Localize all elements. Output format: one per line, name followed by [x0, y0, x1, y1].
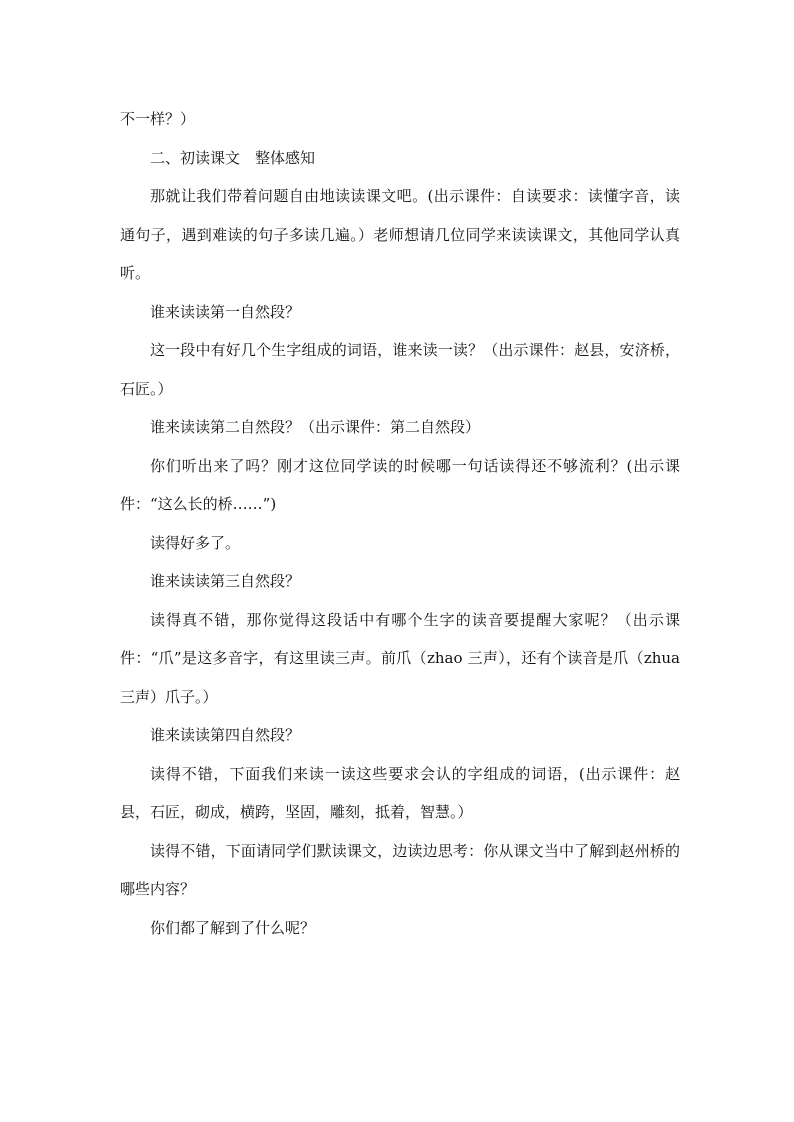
paragraph-14: 你们都了解到了什么呢？: [150, 918, 316, 937]
paragraph-11: 谁来读读第四自然段？: [150, 726, 301, 744]
paragraph-3: 那就让我们带着问题自由地读读课文吧。(出示课件：自读要求：读懂字音，读通句子，遇到难读的句子多读几遍。）老师想请几位同学来读读课文，其他同学认真听。: [120, 187, 680, 282]
section-heading: 二、初读课文 整体感知: [150, 148, 316, 167]
paragraph-10: 读得真不错，那你觉得这段话中有哪个生字的读音要提醒大家呢？（出示课件：“爪”是这多音字，有这里读三声。前爪（zhao 三声），还有个读音是爪（zhua 三声）爪子。）: [120, 610, 680, 706]
paragraph-9: 谁来读读第三自然段？: [150, 572, 301, 590]
paragraph-4: 谁来读读第一自然段？: [150, 302, 301, 321]
paragraph-5: 这一段中有好几个生字组成的词语，谁来读一读？（出示课件：赵县，安济桥，石匠。）: [120, 341, 680, 398]
paragraph-8: 读得好多了。: [150, 533, 241, 552]
paragraph-1: 不一样？）: [120, 110, 196, 128]
paragraph-6: 谁来读读第二自然段？（出示课件：第二自然段）: [150, 418, 481, 436]
paragraph-13: 读得不错，下面请同学们默读课文，边读边思考：你从课文当中了解到赵州桥的哪些内容？: [120, 841, 680, 898]
document-page: [120, 100, 680, 947]
paragraph-7: 你们听出来了吗？刚才这位同学读的时候哪一句话读得还不够流利？(出示课件：“这么长的桥……”): [120, 456, 680, 513]
paragraph-12: 读得不错，下面我们来读一读这些要求会认的字组成的词语，(出示课件：赵县，石匠，砌成，横跨，坚固，雕刻，抵着，智慧。）: [120, 764, 680, 821]
